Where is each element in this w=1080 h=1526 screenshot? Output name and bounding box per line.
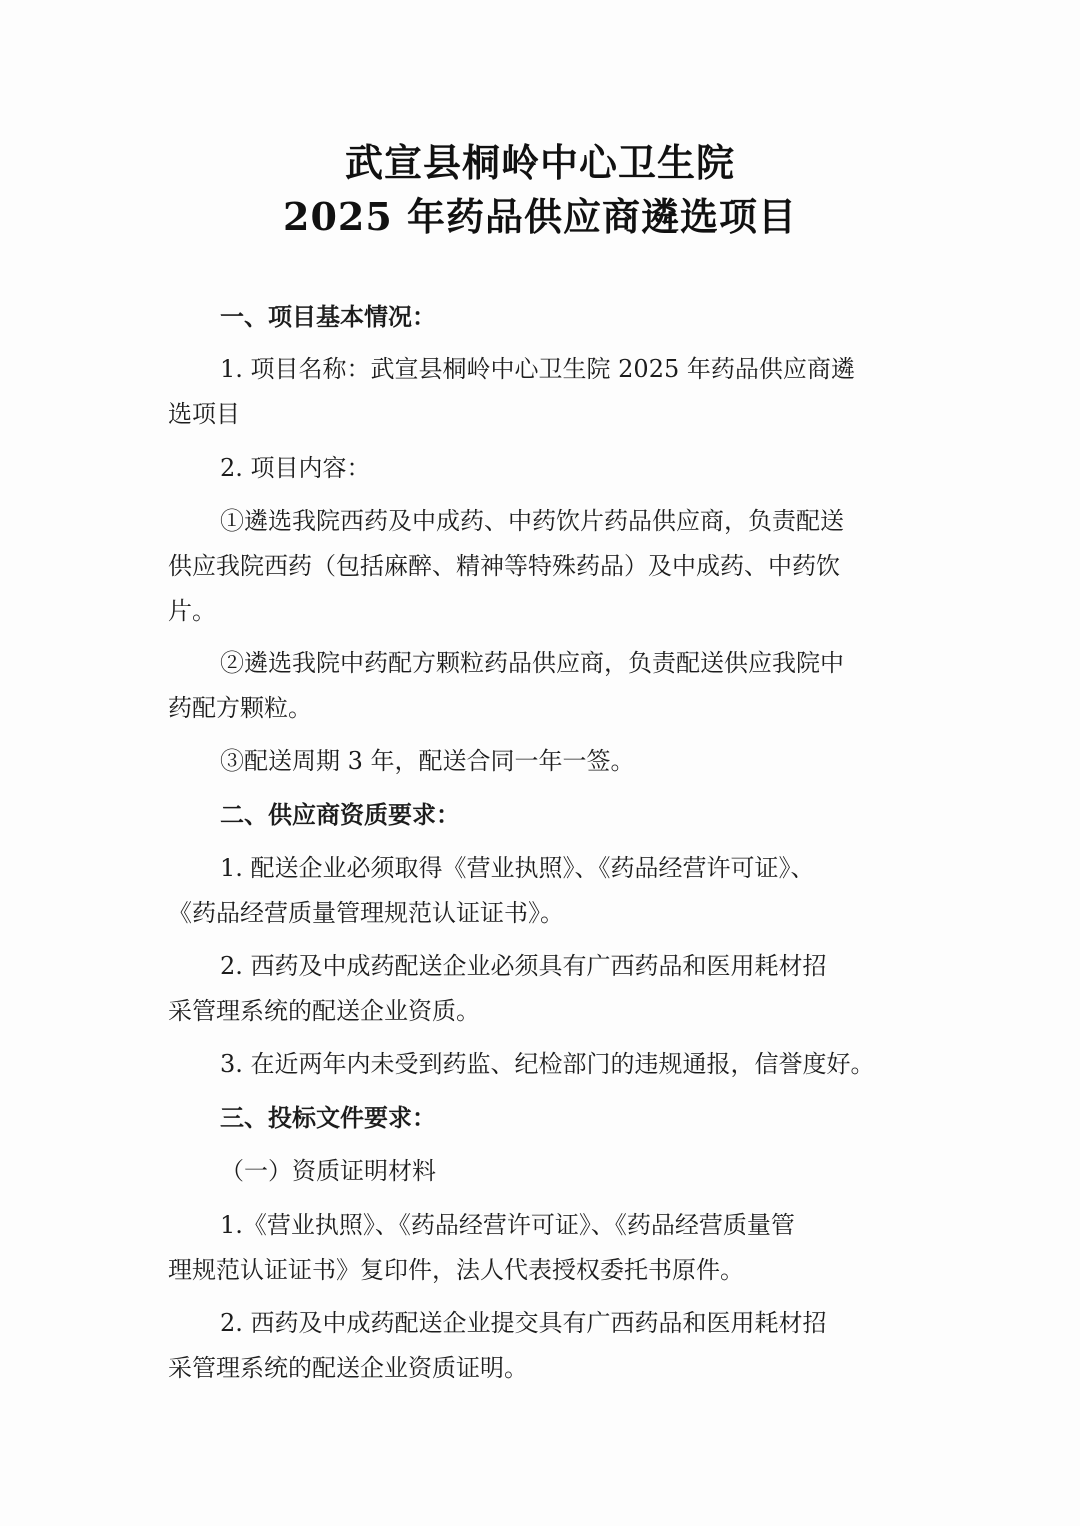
subsection-heading: （一）资质证明材料: [220, 1157, 436, 1185]
paragraph-line: 片。: [168, 597, 216, 625]
paragraph-line: 1. 项目名称：武宣县桐岭中心卫生院 2025 年药品供应商遴: [220, 355, 855, 383]
paragraph-line: 2. 项目内容：: [220, 454, 371, 482]
paragraph-line: 2. 西药及中成药配送企业提交具有广西药品和医用耗材招: [220, 1309, 827, 1337]
paragraph-line: 理规范认证证书》复印件，法人代表授权委托书原件。: [168, 1256, 744, 1284]
paragraph-line: 《药品经营质量管理规范认证证书》。: [168, 899, 564, 927]
paragraph-line: 供应我院西药（包括麻醉、精神等特殊药品）及中成药、中药饮: [168, 552, 840, 580]
paragraph-line: 1. 配送企业必须取得《营业执照》、《药品经营许可证》、: [220, 854, 815, 882]
paragraph-line: ①遴选我院西药及中成药、中药饮片药品供应商，负责配送: [220, 507, 844, 535]
paragraph-line: 2. 西药及中成药配送企业必须具有广西药品和医用耗材招: [220, 952, 827, 980]
section-heading-2: 二、供应商资质要求：: [220, 800, 460, 829]
section-heading-3: 三、投标文件要求：: [220, 1103, 436, 1132]
paragraph-line: 选项目: [168, 400, 240, 428]
paragraph-line: 采管理系统的配送企业资质。: [168, 997, 480, 1025]
paragraph-line: 采管理系统的配送企业资质证明。: [168, 1354, 528, 1382]
paragraph-line: ③配送周期 3 年，配送合同一年一签。: [220, 747, 635, 775]
doc-title-line2: 2025 年药品供应商遴选项目: [283, 194, 797, 239]
paragraph-line: 1.《营业执照》、《药品经营许可证》、《药品经营质量管: [220, 1211, 795, 1239]
doc-title-line1: 武宣县桐岭中心卫生院: [344, 140, 735, 185]
section-heading-1: 一、项目基本情况：: [220, 302, 436, 331]
paragraph-line: 3. 在近两年内未受到药监、纪检部门的违规通报，信誉度好。: [220, 1050, 875, 1078]
paragraph-line: 药配方颗粒。: [168, 694, 312, 722]
paragraph-line: ②遴选我院中药配方颗粒药品供应商，负责配送供应我院中: [220, 649, 844, 677]
